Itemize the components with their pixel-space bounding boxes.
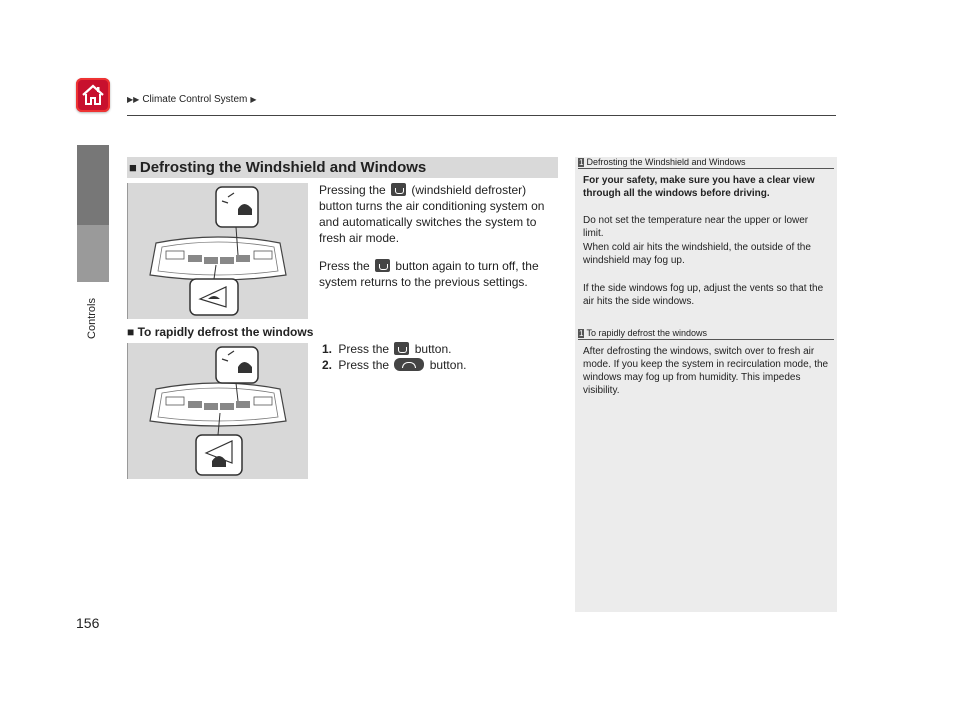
note-marker-icon: 1: [579, 157, 584, 167]
step-text: Press the: [338, 358, 390, 372]
paragraph-turn-off: [319, 258, 559, 290]
breadcrumb[interactable]: [127, 94, 257, 105]
step-number: 2.: [322, 358, 333, 372]
step-text: button.: [414, 342, 452, 356]
home-icon[interactable]: [76, 78, 110, 112]
sidebar-section-label: Controls: [86, 298, 98, 339]
step-number: 1.: [322, 342, 333, 356]
step-text: Press the: [338, 342, 390, 356]
note-marker-icon: 1: [579, 328, 584, 338]
section-title-text: Defrosting the Windshield and Windows: [139, 159, 427, 176]
note-title: [578, 157, 834, 169]
note-title-text: To rapidly defrost the windows: [586, 328, 708, 338]
breadcrumb-label[interactable]: Climate Control System: [142, 94, 248, 105]
paragraph-text: Pressing the: [319, 183, 386, 197]
note-title-text: Defrosting the Windshield and Windows: [586, 157, 746, 167]
header-divider: [127, 115, 836, 116]
subheading-text: To rapidly defrost the windows: [137, 325, 314, 339]
control-panel-illustration: [127, 183, 308, 319]
note-text: Do not set the temperature near the upper or lower limit.: [583, 215, 809, 239]
defroster-button-icon: [375, 259, 390, 272]
paragraph-text: (windshield defroster) button turns the air conditioning system on and automatically switches the system to fresh air mode.: [319, 183, 545, 245]
step-item: [322, 358, 466, 372]
sidebar-tab[interactable]: [77, 225, 109, 282]
square-bullet-icon: ■: [127, 325, 135, 339]
page-number: 156: [76, 615, 100, 631]
sidebar-tab-active[interactable]: [77, 145, 109, 225]
control-panel-illustration: [127, 343, 308, 479]
paragraph-text: button again to turn off, the system returns to the previous settings.: [319, 259, 539, 289]
recirculation-button-icon: [394, 358, 424, 371]
step-text: button.: [429, 358, 467, 372]
defroster-button-icon: [394, 342, 409, 355]
note-text: After defrosting the windows, switch over to fresh air mode. If you keep the system in recirculation mode, the windows may fog up from humidity. This impedes visibility.: [583, 346, 829, 396]
step-item: [322, 342, 451, 356]
note-text: If the side windows fog up, adjust the vents so that the air hits the side windows.: [583, 283, 824, 307]
section-title: [127, 157, 558, 178]
square-bullet-icon: ■: [129, 160, 137, 175]
paragraph-text: Press the: [319, 259, 370, 273]
breadcrumb-arrow-icon: ▶: [250, 95, 257, 104]
paragraph-defroster: [319, 182, 559, 246]
note-text: For your safety, make sure you have a clear view through all the windows before driving.: [583, 175, 815, 199]
note-title: [578, 328, 834, 340]
defroster-button-icon: [391, 183, 406, 196]
subheading: [127, 325, 313, 339]
breadcrumb-arrow-icon: ▶▶: [127, 95, 140, 104]
note-text: When cold air hits the windshield, the outside of the windshield may fog up.: [583, 242, 811, 266]
